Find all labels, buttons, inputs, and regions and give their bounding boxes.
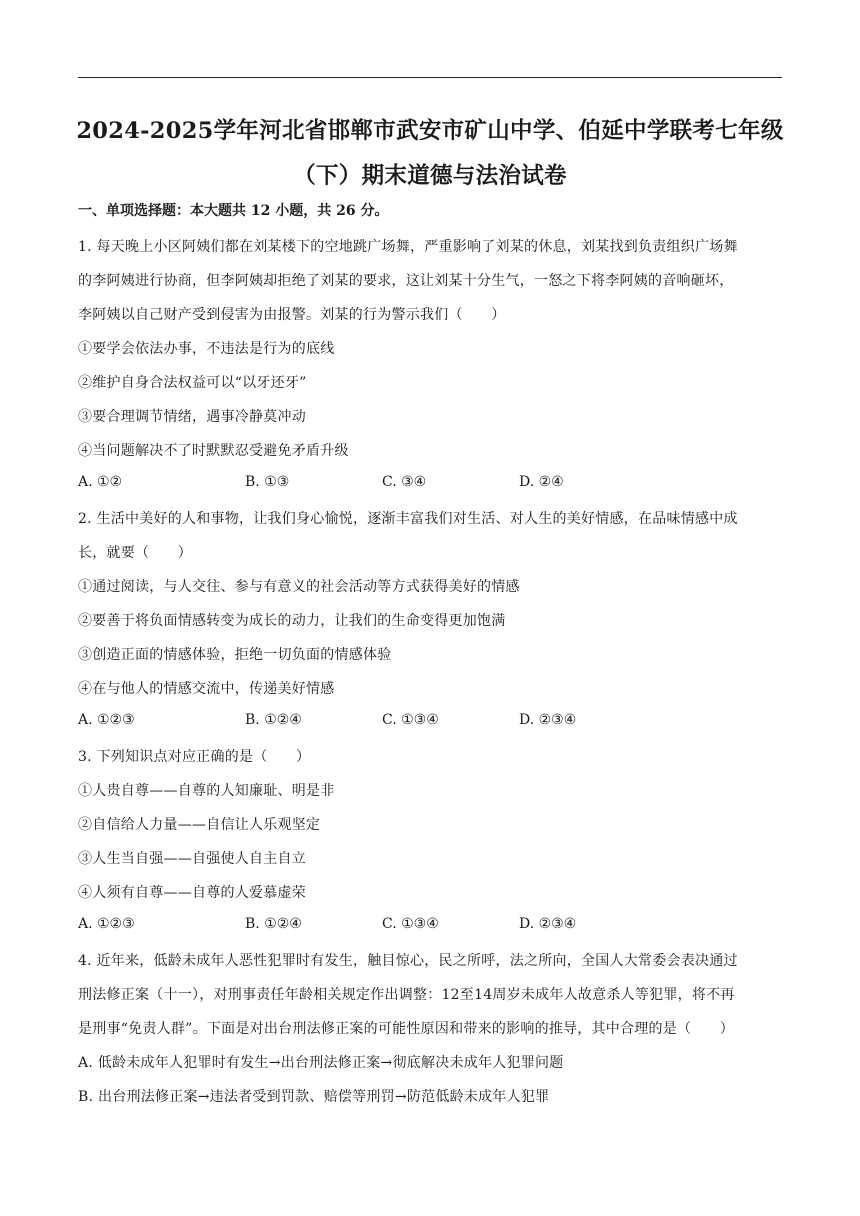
q2-option-b[interactable]: B. ①②④ xyxy=(245,712,302,728)
q4-option-a[interactable]: A. 低龄未成年人犯罪时有发生→出台刑法修正案→彻底解决未成年人犯罪问题 xyxy=(78,1055,564,1071)
page-title-line2: （下）期末道德与法治试卷 xyxy=(293,163,567,189)
q1-item: ④当问题解决不了时默默忍受避免矛盾升级 xyxy=(78,443,349,459)
q2-option-d[interactable]: D. ②③④ xyxy=(519,712,577,728)
q1-stem-line: 的李阿姨进行协商，但李阿姨却拒绝了刘某的要求，这让刘某十分生气，一怒之下将李阿姨的音响砸坏， xyxy=(78,273,734,289)
q3-item: ①人贵自尊——自尊的人知廉耻、明是非 xyxy=(78,783,335,799)
q1-stem-line: 1. 每天晚上小区阿姨们都在刘某楼下的空地跳广场舞，严重影响了刘某的休息，刘某找到负责组织广场舞 xyxy=(78,239,738,255)
q4-stem-line: 刑法修正案（十一），对刑事责任年龄相关规定作出调整：12至14周岁未成年人故意杀人等犯罪，将不再 xyxy=(78,987,735,1003)
q2-option-a[interactable]: A. ①②③ xyxy=(78,712,135,728)
q3-item: ④人须有自尊——自尊的人爱慕虚荣 xyxy=(78,885,306,901)
q3-option-d[interactable]: D. ②③④ xyxy=(519,916,577,932)
q1-option-c[interactable]: C. ③④ xyxy=(382,474,427,490)
q1-option-b[interactable]: B. ①③ xyxy=(245,474,290,490)
q3-item: ③人生当自强——自强使人自主自立 xyxy=(78,851,306,867)
q1-option-d[interactable]: D. ②④ xyxy=(519,474,564,490)
q1-item: ②维护自身合法权益可以“以牙还牙” xyxy=(78,375,307,391)
q2-option-c[interactable]: C. ①③④ xyxy=(382,712,439,728)
q3-option-a[interactable]: A. ①②③ xyxy=(78,916,135,932)
q4-stem-line: 4. 近年来，低龄未成年人恶性犯罪时有发生，触目惊心，民之所呼，法之所向，全国人大常委会表决通过 xyxy=(78,953,738,969)
q2-item: ②要善于将负面情感转变为成长的动力，让我们的生命变得更加饱满 xyxy=(78,613,506,629)
q3-item: ②自信给人力量——自信让人乐观坚定 xyxy=(78,817,321,833)
q2-stem-line: 长，就要（ ） xyxy=(78,545,192,561)
q1-option-a[interactable]: A. ①② xyxy=(78,474,123,490)
q2-item: ③创造正面的情感体验，拒绝一切负面的情感体验 xyxy=(78,647,392,663)
q2-item: ①通过阅读，与人交往、参与有意义的社会活动等方式获得美好的情感 xyxy=(78,579,520,595)
q4-stem-line: 是刑事“免责人群”。下面是对出台刑法修正案的可能性原因和带来的影响的推导，其中合理的是（ ） xyxy=(78,1021,735,1037)
q3-option-b[interactable]: B. ①②④ xyxy=(245,916,302,932)
q2-item: ④在与他人的情感交流中，传递美好情感 xyxy=(78,681,335,697)
q2-stem-line: 2. 生活中美好的人和事物，让我们身心愉悦，逐渐丰富我们对生活、对人生的美好情感，在品味情感中成 xyxy=(78,511,738,527)
q3-stem-line: 3. 下列知识点对应正确的是（ ） xyxy=(78,749,311,765)
q1-item: ①要学会依法办事，不违法是行为的底线 xyxy=(78,341,335,357)
q4-option-b[interactable]: B. 出台刑法修正案→违法者受到罚款、赔偿等刑罚→防范低龄未成年人犯罪 xyxy=(78,1089,550,1105)
header-rule xyxy=(78,77,782,78)
section-heading: 一、单项选择题：本大题共 12 小题，共 26 分。 xyxy=(78,203,389,219)
q3-option-c[interactable]: C. ①③④ xyxy=(382,916,439,932)
q1-stem-line: 李阿姨以自己财产受到侵害为由报警。刘某的行为警示我们（ ） xyxy=(78,307,506,323)
q1-item: ③要合理调节情绪，遇事冷静莫冲动 xyxy=(78,409,306,425)
page-title-line1: 2024-2025学年河北省邯郸市武安市矿山中学、伯延中学联考七年级 xyxy=(76,118,784,144)
